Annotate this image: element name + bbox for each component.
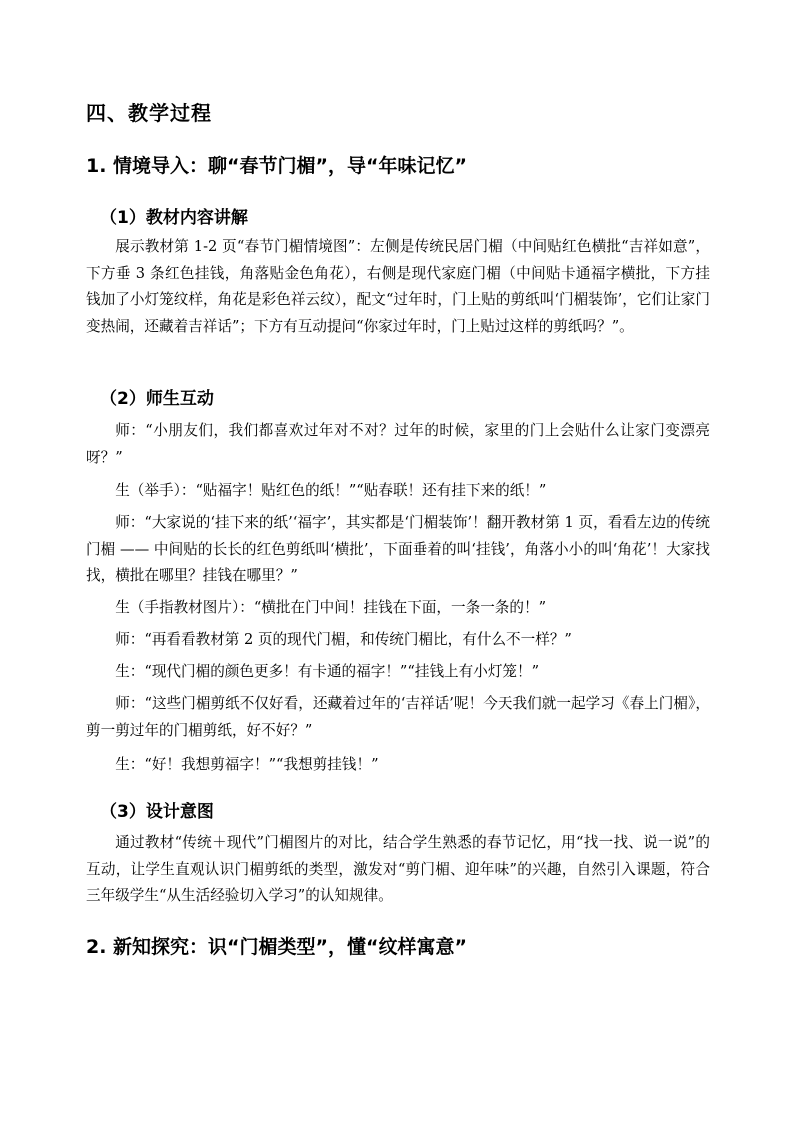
dialogue-line: 生（举手）：“贴福字！贴红色的纸！”“贴春联！还有挂下来的纸！” — [115, 482, 547, 499]
dialogue-line: 师：“小朋友们，我们都喜欢过年对不对？过年的时候，家里的门上会贴什么让家门变漂亮呀？” — [86, 422, 710, 466]
section-2-heading: 2. 新知探究：识“门楣类型”，懂“纹样寓意” — [86, 936, 468, 958]
dialogue-line: 师：“大家说的‘挂下来的纸’‘福字’，其实都是‘门楣装饰’！翻开教材第 1 页，看看左边的传统门楣 —— 中间贴的长长的红色剪纸叫‘横批’，下面垂着的叫‘挂钱’，角落小小的叫‘角花’！大家找找，横批在哪里？挂钱在哪里？” — [86, 514, 710, 584]
dialogue-line: 师：“这些门楣剪纸不仅好看，还藏着过年的‘吉祥话’呢！今天我们就一起学习《春上门楣》，剪一剪过年的门楣剪纸，好不好？” — [86, 695, 710, 739]
section-1-heading: 1. 情境导入：聊“春节门楣”，导“年味记忆” — [86, 155, 468, 177]
design-intent-paragraph: 通过教材“传统＋现代”门楣图片的对比，结合学生熟悉的春节记忆，用“找一找、说一说”的互动，让学生直观认识门楣剪纸的类型，激发对“剪门楣、迎年味”的兴趣，自然引入课题，符合三年级学生“从生活经验切入学习”的认知规律。 — [86, 834, 710, 904]
dialogue-line: 生：“好！我想剪福字！”“我想剪挂钱！” — [115, 756, 379, 773]
subsection-1-heading: （1）教材内容讲解 — [100, 208, 248, 228]
subsection-2-heading: （2）师生互动 — [100, 389, 214, 409]
subsection-3-heading: （3）设计意图 — [100, 802, 214, 822]
dialogue-line: 生：“现代门楣的颜色更多！有卡通的福字！”“挂钱上有小灯笼！” — [115, 663, 540, 680]
textbook-content-paragraph: 展示教材第 1-2 页“春节门楣情境图”：左侧是传统民居门楣（中间贴红色横批“吉祥如意”，下方垂 3 条红色挂钱，角落贴金色角花），右侧是现代家庭门楣（中间贴卡通福字横批，下方挂钱加了小灯笼纹样，角花是彩色祥云纹），配文“过年时，门上贴的剪纸叫‘门楣装饰’，它们让家门变热闹，还藏着吉祥话”；下方有互动提问“你家过年时，门上贴过这样的剪纸吗？”。 — [86, 238, 710, 335]
chapter-heading: 四、教学过程 — [86, 101, 212, 125]
dialogue-line: 生（手指教材图片）：“横批在门中间！挂钱在下面，一条一条的！” — [115, 599, 547, 616]
dialogue-line: 师：“再看看教材第 2 页的现代门楣，和传统门楣比，有什么不一样？” — [115, 631, 572, 648]
